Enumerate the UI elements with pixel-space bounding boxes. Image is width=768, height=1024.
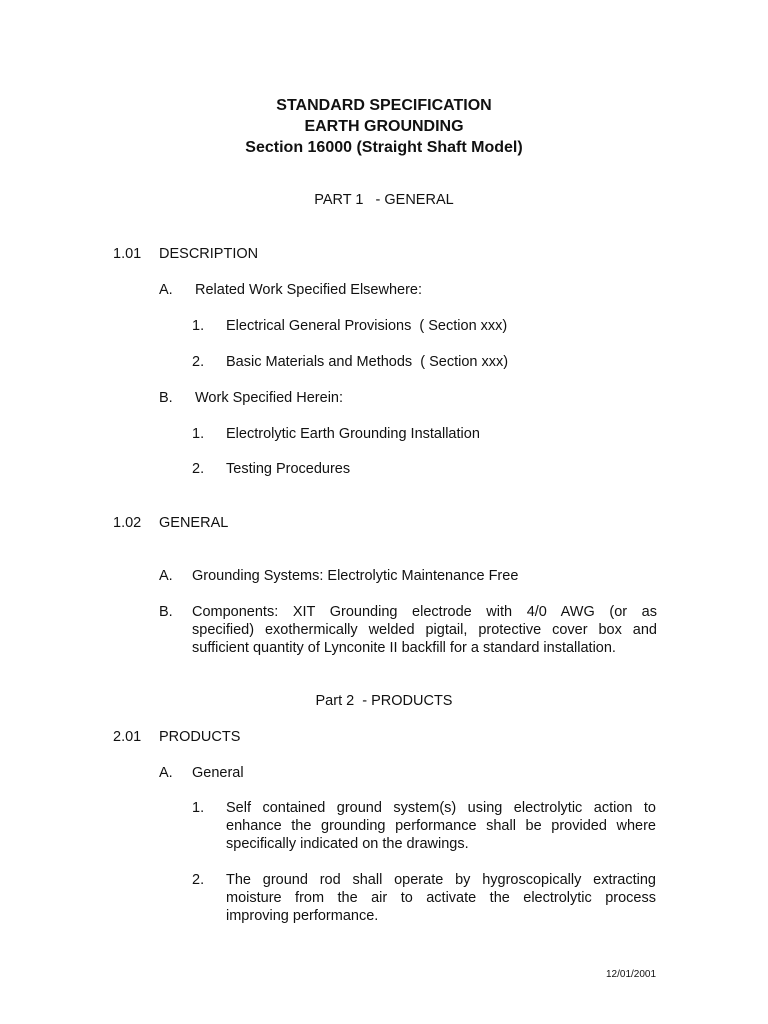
item-text-2-01-a: General xyxy=(192,765,244,781)
section-title-general: GENERAL xyxy=(159,515,229,531)
subitem-num-1-01-a-2: 2. xyxy=(192,354,205,370)
title-line-2: EARTH GROUNDING xyxy=(304,118,464,135)
item-text-1-01-b: Work Specified Herein: xyxy=(195,390,344,406)
subitem-num-2-01-a-1: 1. xyxy=(192,800,205,816)
paragraph-line: enhance the grounding performance shall be provided where xyxy=(226,818,656,834)
paragraph-line: Self contained ground system(s) using electrolytic action to xyxy=(226,800,656,816)
section-number-1-01: 1.01 xyxy=(113,246,142,262)
title-line-3: Section 16000 (Straight Shaft Model) xyxy=(245,139,523,156)
paragraph-line: improving performance. xyxy=(226,908,379,924)
paragraph-line: sufficient quantity of Lynconite II backfill for a standard installation. xyxy=(192,640,616,656)
section-title-description: DESCRIPTION xyxy=(159,246,259,262)
paragraph-line: specified) exothermically welded pigtail, protective cover box and xyxy=(192,622,657,638)
paragraph-line: moisture from the air to activate the electrolytic process xyxy=(226,890,656,906)
subitem-text-1-01-a-2: Basic Materials and Methods ( Section xxx) xyxy=(226,354,509,370)
subitem-num-1-01-b-1: 1. xyxy=(192,426,205,442)
title-line-1: STANDARD SPECIFICATION xyxy=(276,97,492,114)
item-letter-1-01-b: B. xyxy=(159,390,173,406)
subitem-paragraph-2-01-a-1 xyxy=(226,799,656,853)
subitem-text-1-01-a-1: Electrical General Provisions ( Section xxx) xyxy=(226,318,508,334)
part2-heading: Part 2 - PRODUCTS xyxy=(315,693,453,709)
part1-heading: PART 1 - GENERAL xyxy=(314,192,454,208)
section-number-2-01: 2.01 xyxy=(113,729,142,745)
item-paragraph-1-02-b xyxy=(192,603,657,657)
paragraph-line: Components: XIT Grounding electrode with 4/0 AWG (or as xyxy=(192,604,657,620)
item-letter-1-02-a: A. xyxy=(159,568,173,584)
item-letter-1-02-b: B. xyxy=(159,604,173,620)
subitem-num-1-01-a-1: 1. xyxy=(192,318,205,334)
subitem-paragraph-2-01-a-2 xyxy=(226,871,656,925)
section-title-products: PRODUCTS xyxy=(159,729,241,745)
section-number-1-02: 1.02 xyxy=(113,515,142,531)
paragraph-line: The ground rod shall operate by hygroscopically extracting xyxy=(226,872,656,888)
subitem-text-1-01-b-2: Testing Procedures xyxy=(226,461,351,477)
subitem-num-1-01-b-2: 2. xyxy=(192,461,205,477)
item-letter-1-01-a: A. xyxy=(159,282,173,298)
subitem-num-2-01-a-2: 2. xyxy=(192,872,205,888)
item-letter-2-01-a: A. xyxy=(159,765,173,781)
paragraph-line: specifically indicated on the drawings. xyxy=(226,836,469,852)
footer-date: 12/01/2001 xyxy=(606,969,657,980)
item-text-1-01-a: Related Work Specified Elsewhere: xyxy=(195,282,423,298)
item-text-1-02-a: Grounding Systems: Electrolytic Maintenance Free xyxy=(192,568,519,584)
subitem-text-1-01-b-1: Electrolytic Earth Grounding Installation xyxy=(226,426,480,442)
